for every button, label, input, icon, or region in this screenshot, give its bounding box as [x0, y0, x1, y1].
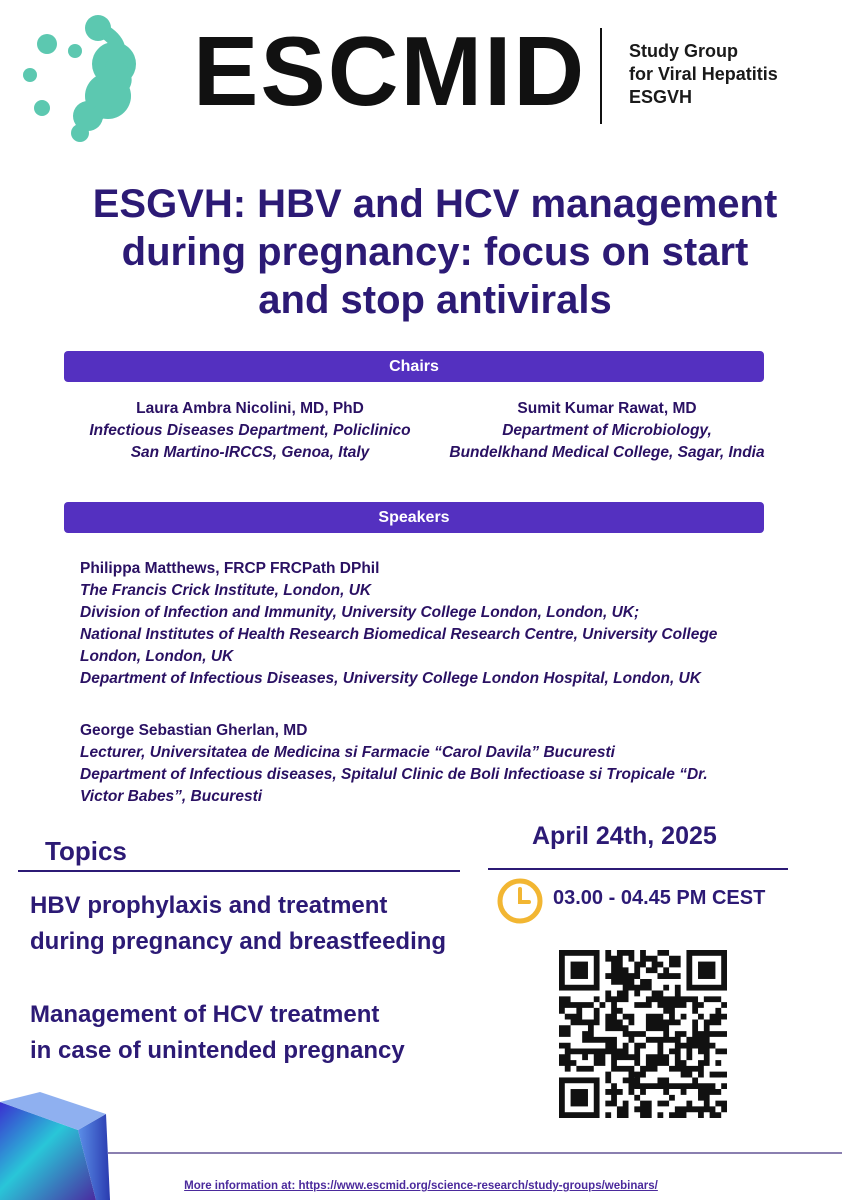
chair-affiliation: San Martino-IRCCS, Genoa, Italy [130, 444, 370, 461]
study-group-line: for Viral Hepatitis [629, 64, 778, 84]
speaker-affiliation: Lecturer, Universitatea de Medicina si Farmacie “Carol Davila” Bucuresti [80, 744, 615, 761]
topic-line: in case of unintended pregnancy [30, 1037, 405, 1064]
clock-icon [495, 876, 545, 926]
speakers-section-bar: Speakers [64, 502, 764, 533]
speaker-affiliation: The Francis Crick Institute, London, UK [80, 582, 372, 599]
topic-item [30, 888, 500, 960]
more-info-link[interactable]: More information at: https://www.escmid.org/science-research/study-groups/webinars/ [184, 1180, 658, 1192]
event-time: 03.00 - 04.45 PM CEST [553, 887, 766, 909]
topic-line: Management of HCV treatment [30, 1001, 380, 1028]
topics-heading: Topics [45, 836, 127, 866]
escmid-wordmark: ESCMID [193, 16, 587, 126]
study-group-line: Study Group [629, 41, 738, 61]
title-line: ESGVH: HBV and HCV management [92, 182, 778, 226]
qr-code-icon[interactable] [559, 950, 727, 1118]
speaker-entry [80, 720, 780, 808]
speaker-affiliation: Division of Infection and Immunity, University College London, London, UK; [80, 604, 640, 621]
speaker-affiliation: National Institutes of Health Research Biomedical Research Centre, University College [80, 626, 718, 643]
speaker-affiliation: Department of Infectious diseases, Spitalul Clinic de Boli Infectioase si Tropicale “Dr. [80, 766, 708, 783]
page-title [40, 180, 830, 324]
event-date: April 24th, 2025 [532, 822, 717, 850]
speaker-affiliation: Victor Babes”, Bucuresti [80, 788, 263, 805]
escmid-logo-icon [18, 8, 138, 143]
chair-affiliation: Bundelkhand Medical College, Sagar, India [449, 444, 765, 461]
speaker-affiliation: London, London, UK [80, 648, 234, 665]
chair-name: Laura Ambra Nicolini, MD, PhD [136, 400, 364, 417]
speaker-name: Philippa Matthews, FRCP FRCPath DPhil [80, 560, 380, 577]
topic-line: HBV prophylaxis and treatment [30, 892, 388, 919]
topics-divider [18, 870, 460, 872]
chair-affiliation: Department of Microbiology, [502, 422, 712, 439]
chairs-section-bar: Chairs [64, 351, 764, 382]
speaker-entry [80, 558, 780, 690]
date-divider [488, 868, 788, 870]
topic-item [30, 997, 500, 1069]
title-line: and stop antivirals [258, 278, 612, 322]
chair-affiliation: Infectious Diseases Department, Policlinico [89, 422, 411, 439]
chair-entry [70, 398, 430, 464]
title-line: during pregnancy: focus on start [121, 230, 749, 274]
study-group-label [629, 40, 778, 109]
speaker-affiliation: Department of Infectious Diseases, University College London Hospital, London, UK [80, 670, 701, 687]
footer-divider [108, 1152, 842, 1154]
study-group-line: ESGVH [629, 87, 693, 107]
chair-entry [422, 398, 792, 464]
topic-line: during pregnancy and breastfeeding [30, 928, 447, 955]
header-divider [600, 28, 602, 124]
speaker-name: George Sebastian Gherlan, MD [80, 722, 308, 739]
chair-name: Sumit Kumar Rawat, MD [517, 400, 697, 417]
